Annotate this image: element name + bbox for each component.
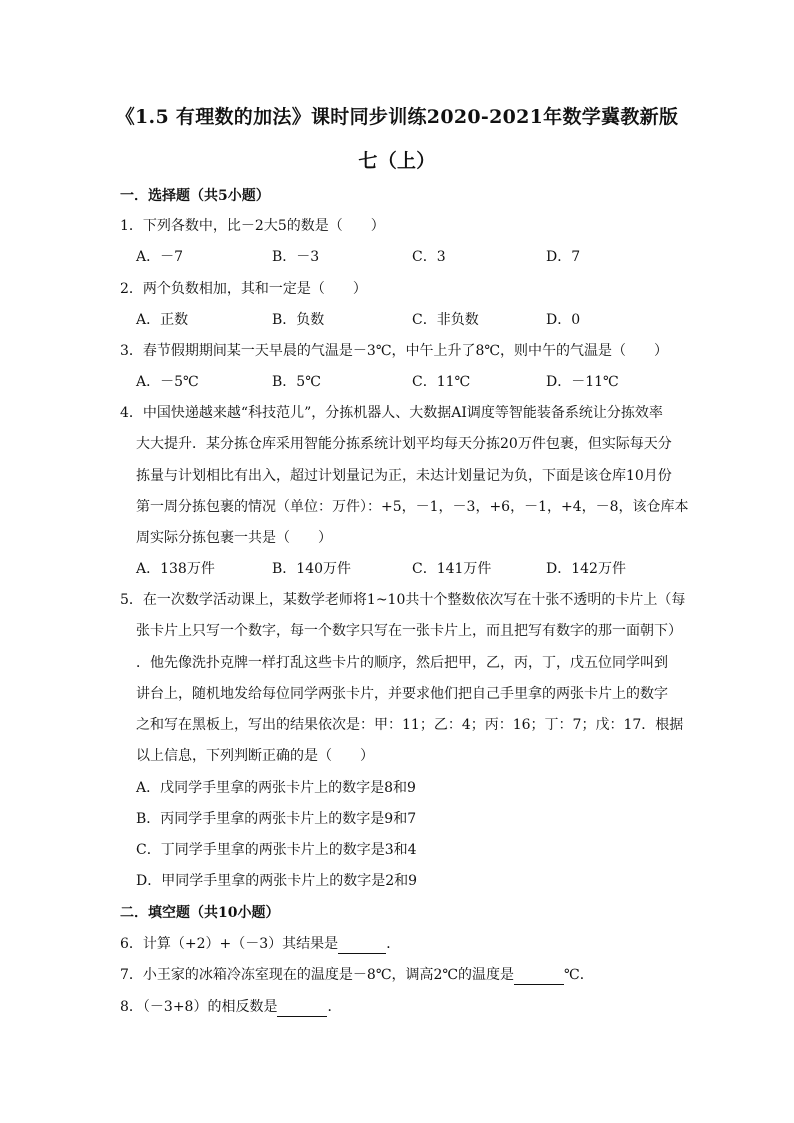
question-5-line-5: 之和写在黑板上，写出的结果依次是：甲：11；乙：4；丙：16；丁：7；戊：17．根据 bbox=[136, 717, 684, 733]
question-7 bbox=[120, 965, 594, 985]
question-4-line-4: 第一周分拣包裹的情况（单位：万件）：+5，－1，－3，+6，－1，+4，－8，该仓库本 bbox=[136, 499, 689, 515]
question-1-option-a: A．－7 bbox=[136, 249, 184, 265]
question-2-option-b: B．负数 bbox=[272, 312, 325, 328]
question-5-option-a: A．戊同学手里拿的两张卡片上的数字是8和9 bbox=[136, 780, 416, 796]
question-4-option-c: C．141万件 bbox=[412, 561, 492, 577]
question-1-option-d: D．7 bbox=[546, 249, 581, 265]
question-3-stem: 3．春节假期期间某一天早晨的气温是－3℃，中午上升了8℃，则中午的气温是（ ） bbox=[120, 343, 669, 359]
section-heading-choice: 一．选择题（共5小题） bbox=[120, 188, 270, 204]
question-8-end: ． bbox=[327, 999, 342, 1015]
question-4-line-5: 周实际分拣包裹一共是（ ） bbox=[136, 530, 332, 546]
question-2-stem: 2．两个负数相加，其和一定是（ ） bbox=[120, 281, 367, 297]
question-5-option-b: B．丙同学手里拿的两张卡片上的数字是9和7 bbox=[136, 811, 417, 827]
question-1-stem: 1．下列各数中，比－2大5的数是（ ） bbox=[120, 218, 385, 234]
question-5-line-1: 5．在一次数学活动课上，某数学老师将1~10共十个整数依次写在十张不透明的卡片上（每 bbox=[120, 592, 686, 608]
question-5-line-3: ．他先像洗扑克牌一样打乱这些卡片的顺序，然后把甲，乙，丙，丁，戊五位同学叫到 bbox=[136, 655, 668, 671]
question-8-text: 8．（－3+8）的相反数是 bbox=[120, 999, 278, 1015]
question-4-line-3: 拣量与计划相比有出入，超过计划量记为正，未达计划量记为负，下面是该仓库10月份 bbox=[136, 468, 672, 484]
question-5-line-4: 讲台上，随机地发给每位同学两张卡片，并要求他们把自己手里拿的两张卡片上的数字 bbox=[136, 686, 668, 702]
question-5-line-2: 张卡片上只写一个数字，每一个数字只写在一张卡片上，而且把写有数字的那一面朝下） bbox=[136, 623, 682, 639]
question-5-option-c: C．丁同学手里拿的两张卡片上的数字是3和4 bbox=[136, 842, 417, 858]
question-2-option-a: A．正数 bbox=[136, 312, 189, 328]
question-6-end: ． bbox=[386, 936, 401, 952]
question-3-option-d: D．－11℃ bbox=[546, 374, 619, 390]
question-4-option-d: D．142万件 bbox=[546, 561, 626, 577]
question-1-option-b: B．－3 bbox=[272, 249, 320, 265]
question-5-option-d: D．甲同学手里拿的两张卡片上的数字是2和9 bbox=[136, 873, 418, 889]
question-5-line-6: 以上信息，下列判断正确的是（ ） bbox=[136, 748, 374, 764]
section-heading-fill-in: 二．填空题（共10小题） bbox=[120, 905, 280, 921]
question-1-option-c: C．3 bbox=[412, 249, 446, 265]
question-4-line-2: 大大提升．某分拣仓库采用智能分拣系统计划平均每天分拣20万件包裹，但实际每天分 bbox=[136, 436, 672, 452]
question-6-answer-blank bbox=[338, 937, 386, 954]
question-4-option-a: A．138万件 bbox=[136, 561, 215, 577]
question-7-text: 7．小王家的冰箱冷冻室现在的温度是－8℃，调高2℃的温度是 bbox=[120, 967, 515, 983]
question-8-answer-blank bbox=[277, 1000, 327, 1017]
question-6 bbox=[120, 934, 400, 954]
document-title-line-1: 《1.5 有理数的加法》课时同步训练2020-2021年数学冀教新版 bbox=[115, 106, 679, 128]
question-7-answer-blank bbox=[514, 968, 564, 985]
question-3-option-b: B．5℃ bbox=[272, 374, 321, 390]
question-7-end: ℃． bbox=[564, 967, 594, 983]
question-8 bbox=[120, 997, 341, 1017]
question-4-line-1: 4．中国快递越来越“科技范儿”，分拣机器人、大数据AI调度等智能装备系统让分拣效率 bbox=[120, 405, 663, 421]
question-2-option-c: C．非负数 bbox=[412, 312, 479, 328]
question-4-option-b: B．140万件 bbox=[272, 561, 352, 577]
document-title-line-2: 七（上） bbox=[358, 150, 436, 172]
question-2-option-d: D．0 bbox=[546, 312, 581, 328]
question-3-option-a: A．－5℃ bbox=[136, 374, 199, 390]
question-6-text: 6．计算（+2）+（－3）其结果是 bbox=[120, 936, 339, 952]
question-3-option-c: C．11℃ bbox=[412, 374, 471, 390]
